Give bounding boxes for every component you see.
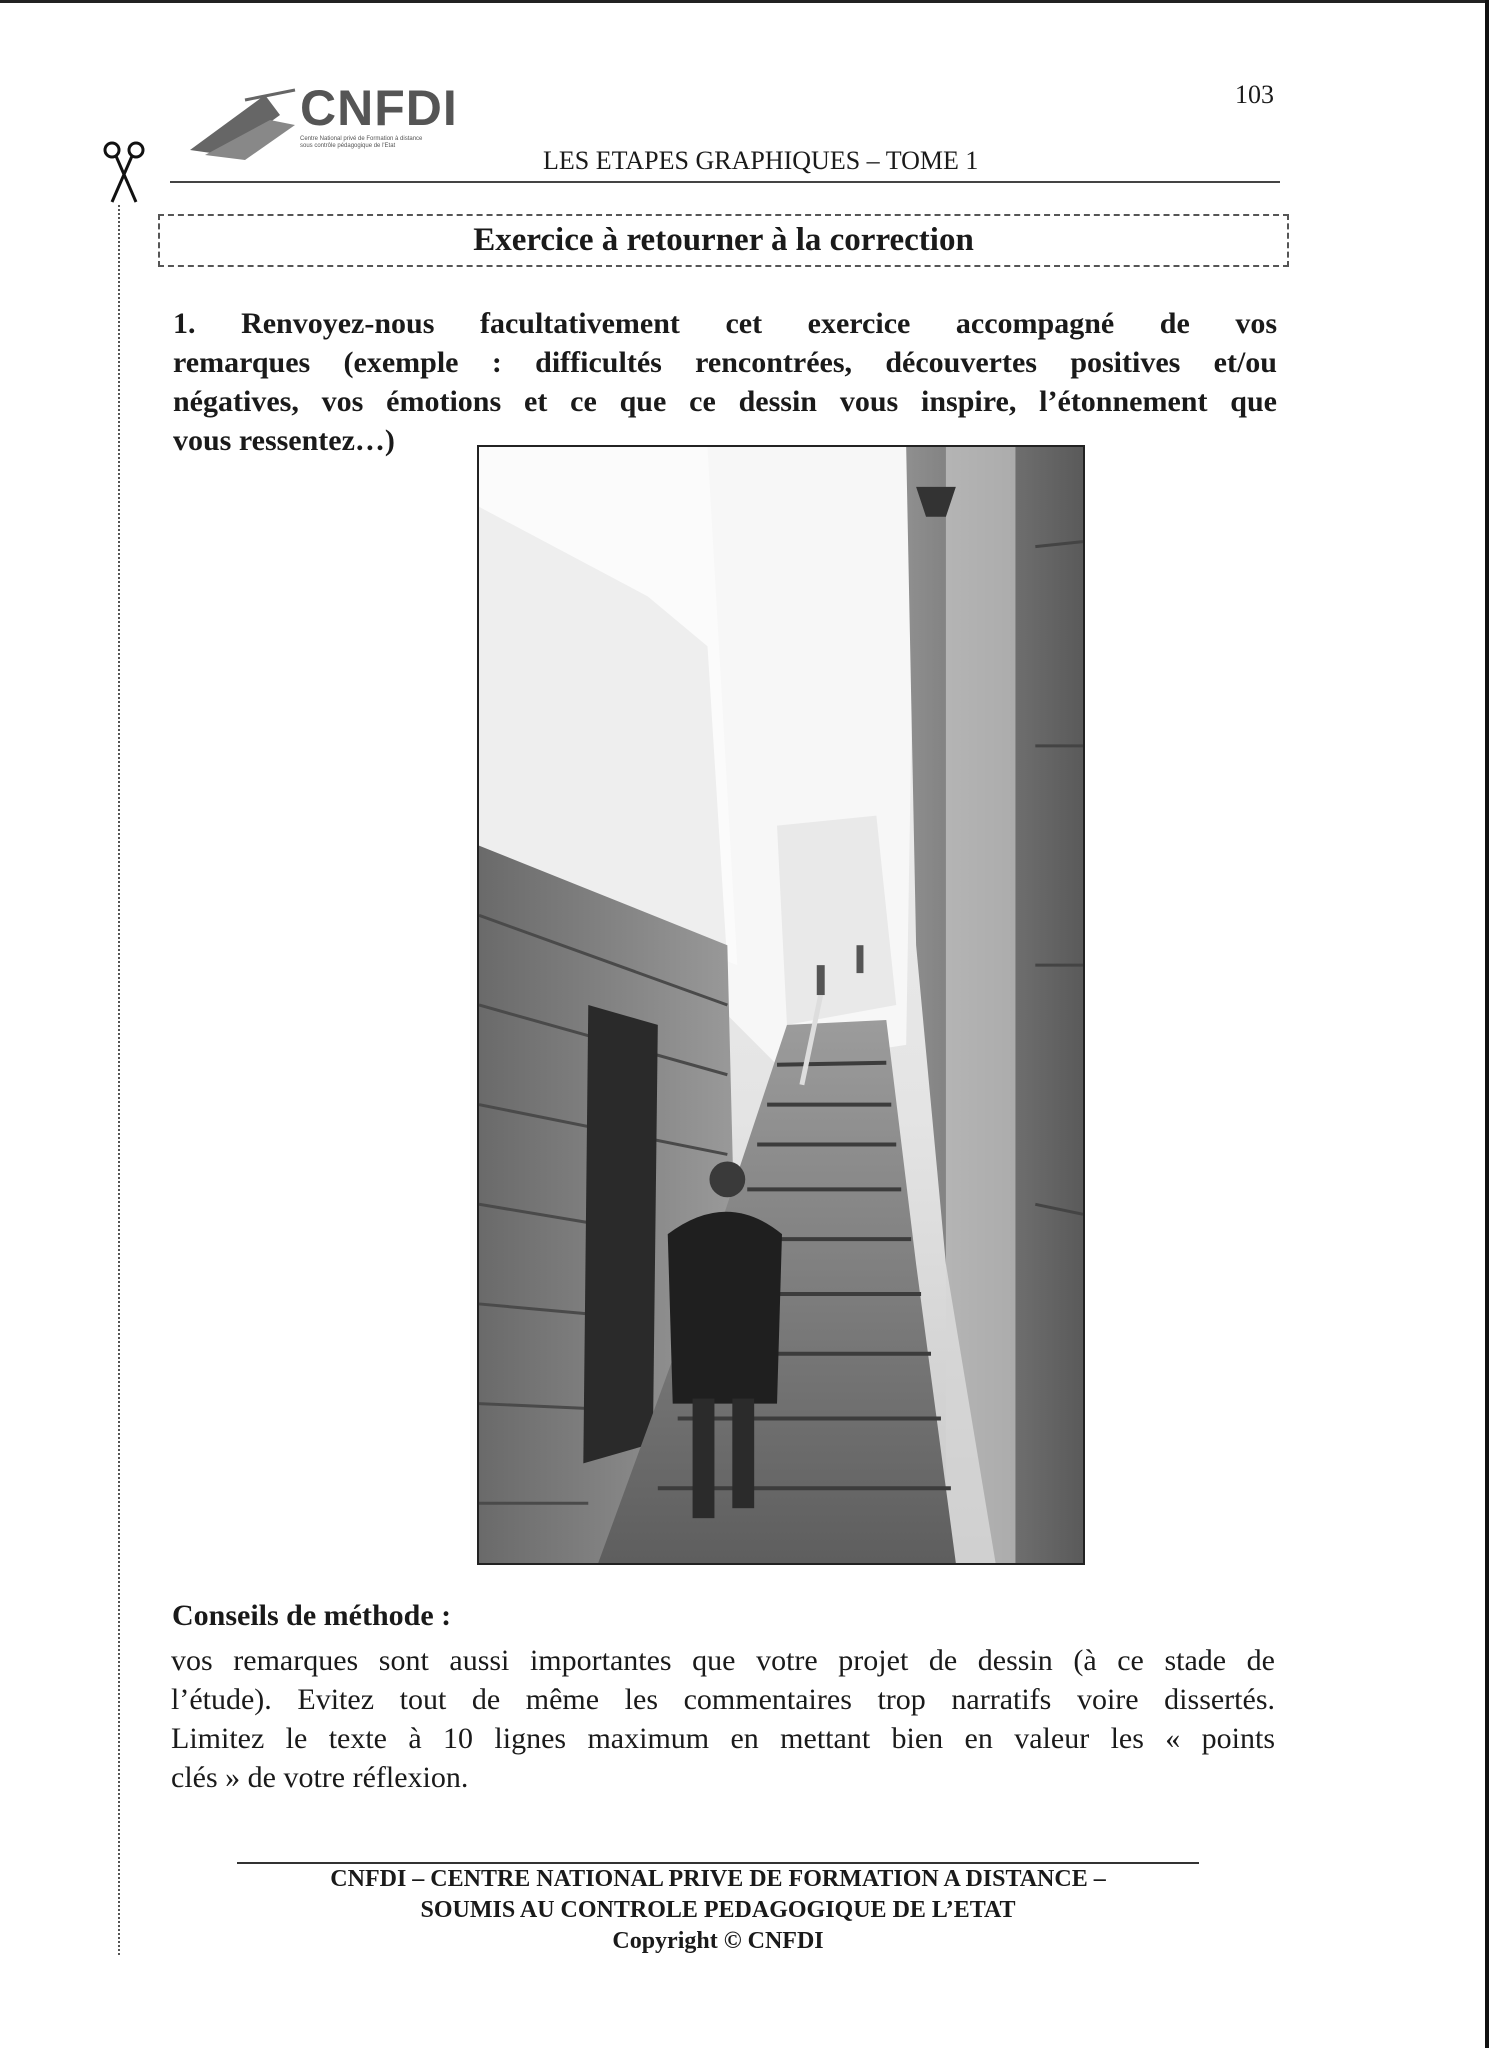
- page-number: 103: [1235, 80, 1274, 109]
- instruction-line: remarques (exemple : difficultés rencontrées, découvertes positives et/ou: [173, 346, 1277, 379]
- method-heading: Conseils de méthode :: [172, 1599, 452, 1632]
- method-line: vos remarques sont aussi importantes que votre projet de dessin (à ce stade de: [171, 1644, 1275, 1677]
- method-line: l’étude). Evitez tout de même les commentaires trop narratifs voire dissertés.: [171, 1683, 1275, 1716]
- logo-tagline: [300, 136, 460, 150]
- scan-top-edge: [0, 0, 1489, 3]
- header-title: LES ETAPES GRAPHIQUES – TOME 1: [543, 146, 979, 175]
- exercise-title: Exercice à retourner à la correction: [473, 222, 974, 258]
- method-line: clés » de votre réflexion.: [171, 1761, 469, 1794]
- footer-line-2: SOUMIS AU CONTROLE PEDAGOGIQUE DE L’ETAT: [420, 1897, 1016, 1923]
- footer: [237, 1864, 1199, 1957]
- scan-right-edge: [1485, 0, 1489, 2048]
- logo-tagline-1: Centre National privé de Formation à distance: [300, 136, 423, 142]
- header-rule: [170, 181, 1280, 183]
- logo-tagline-2: sous contrôle pédagogique de l'Etat: [300, 143, 396, 149]
- exercise-instruction: [173, 304, 1277, 421]
- logo-name: CNFDI: [300, 80, 458, 136]
- instruction-line: 1. Renvoyez-nous facultativement cet exercice accompagné de vos: [173, 307, 1277, 340]
- footer-copyright: Copyright © CNFDI: [612, 1928, 824, 1954]
- footer-line-1: CNFDI – CENTRE NATIONAL PRIVE DE FORMATION A DISTANCE –: [330, 1866, 1106, 1892]
- cut-line: [118, 205, 120, 1955]
- alley-stairs-photo: [477, 445, 1085, 1565]
- instruction-line: négatives, vos émotions et ce que ce dessin vous inspire, l’étonnement que: [173, 385, 1277, 418]
- method-body: [171, 1641, 1275, 1797]
- instruction-last-line: vous ressentez…): [173, 424, 395, 457]
- scissors-icon: [100, 140, 150, 205]
- method-line: Limitez le texte à 10 lignes maximum en mettant bien en valeur les « points: [171, 1722, 1275, 1755]
